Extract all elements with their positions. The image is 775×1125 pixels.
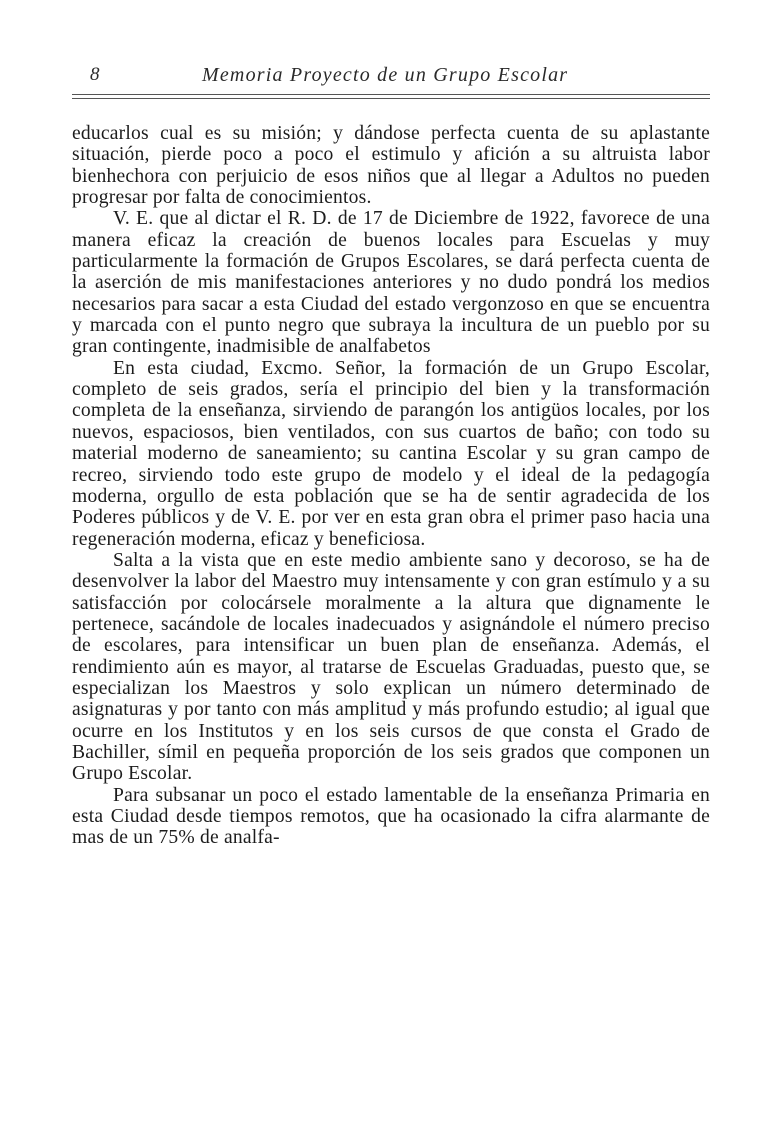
- paragraph: Salta a la vista que en este medio ambiente sano y decoroso, se ha de desenvolver la labor del Maestro muy intensamente y con gran estímulo y a su satisfacción por colocársele moralmente a la altura que dignamente le pertenece, sacándole de locales inadecuados y asignándole el número preciso de escolares, para intensificar un buen plan de enseñanza. Además, el rendimiento aún es mayor, al tratarse de Escuelas Graduadas, puesto que, se especializan los Maestros y solo explican un número determinado de asignaturas y por tanto con más amplitud y más profundo estudio; al igual que ocurre en los Institutos y en los seis cursos de que consta el Grado de Bachiller, símil en pequeña proporción de los seis grados que componen un Grupo Escolar.: [72, 549, 710, 785]
- body-text: [72, 123, 710, 849]
- running-title: Memoria Proyecto de un Grupo Escolar: [202, 64, 569, 86]
- paragraph: En esta ciudad, Excmo. Señor, la formación de un Grupo Escolar, completo de seis grados, sería el principio del bien y la transformación completa de la enseñanza, sirviendo de parangón los antigüos locales, por los nuevos, espaciosos, bien ventilados, con sus cuartos de baño; con todo su material moderno de saneamiento; su cantina Escolar y su gran campo de recreo, sirviendo todo este grupo de modelo y el ideal de la pedagogía moderna, orgullo de esta población que se ha de sentir agradecida de los Poderes públicos y de V. E. por ver en esta gran obra el primer paso hacia una regeneración moderna, eficaz y beneficiosa.: [72, 357, 710, 550]
- header-rule-bottom: [72, 98, 710, 99]
- running-header: [72, 64, 710, 88]
- header-rule-top: [72, 94, 710, 95]
- paragraph-continuation: educarlos cual es su misión; y dándose perfecta cuenta de su aplastante situación, pierde poco a poco el estimulo y afición a su altruista labor bienhechora con perjuicio de esos niños que al llegar a Adultos no pueden progresar por falta de conocimientos.: [72, 123, 710, 209]
- paragraph: Para subsanar un poco el estado lamentable de la enseñanza Primaria en esta Ciudad desde tiempos remotos, que ha ocasionado la cifra alarmante de mas de un 75% de analfa-: [72, 784, 710, 849]
- paragraph: V. E. que al dictar el R. D. de 17 de Diciembre de 1922, favorece de una manera eficaz la creación de buenos locales para Escuelas y muy particularmente la formación de Grupos Escolares, se dará perfecta cuenta de la aserción de mis manifestaciones anteriores y no dudo pondrá los medios necesarios para sacar a esta Ciudad del estado vergonzoso en que se encuentra y marcada con el punto negro que subraya la incultura de un pueblo por su gran contingente, inadmisible de analfabetos: [72, 208, 710, 358]
- page-number: 8: [90, 64, 100, 85]
